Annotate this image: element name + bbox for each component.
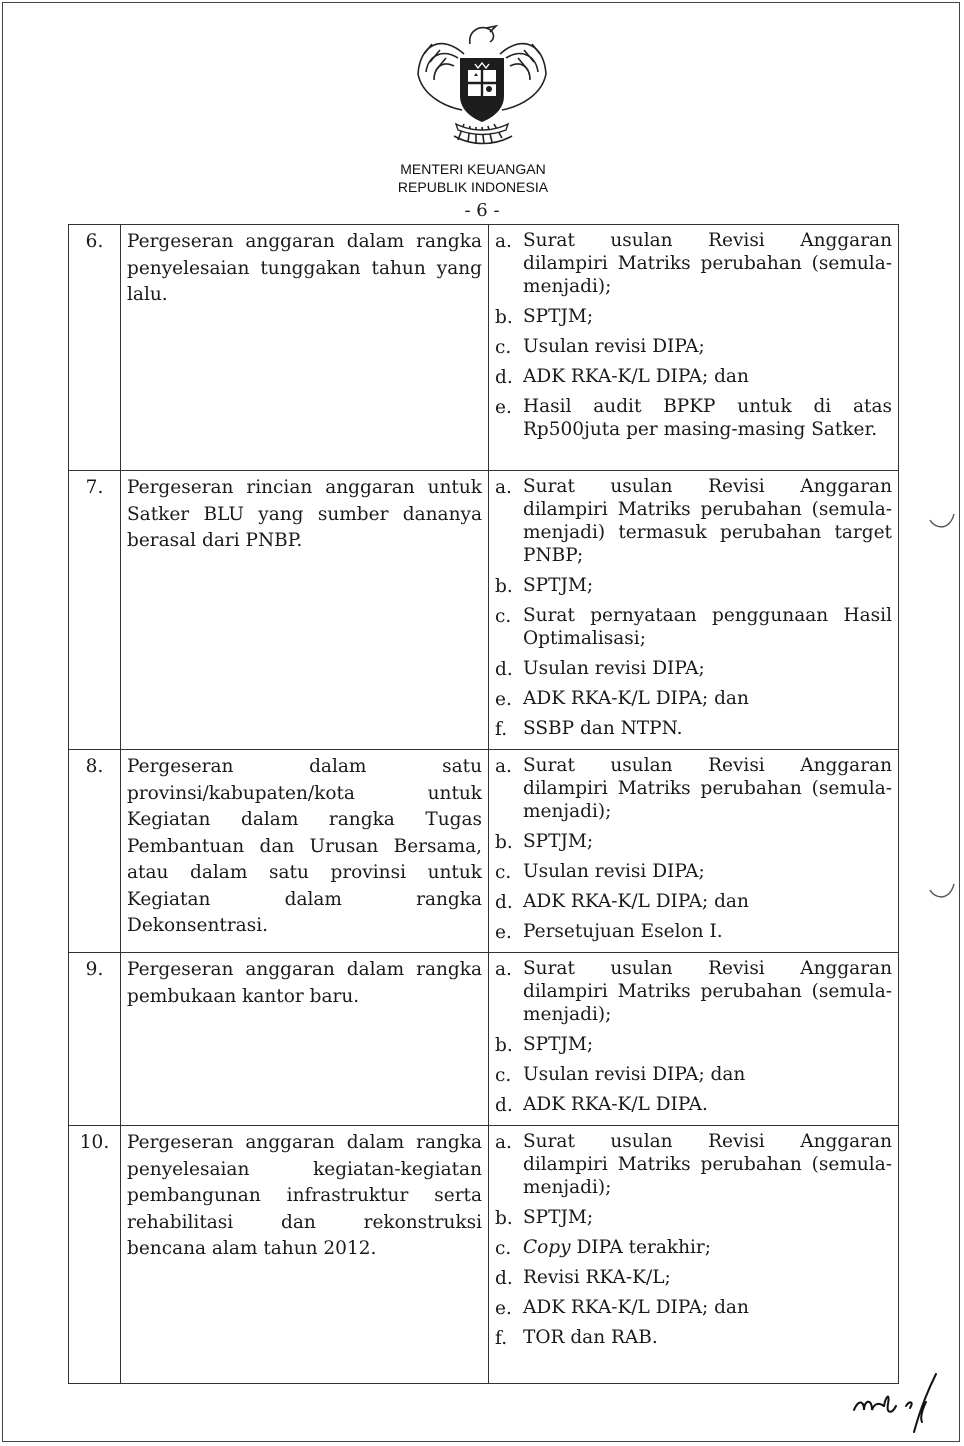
row-description: Pergeseran anggaran dalam rangka pembukaan kantor baru. [127,959,482,1007]
requirements-table [68,224,899,1384]
ministry-title: MENTERI KEUANGAN [400,161,546,177]
list-item-letter: f. [495,1328,508,1349]
row-number: 9. [69,953,121,1126]
list-item-text-rest: DIPA terakhir; [570,1237,711,1258]
list-item [495,1206,892,1236]
row-number: 8. [69,750,121,953]
list-item-text: Surat usulan Revisi Anggaran dilampiri Matriks perubahan (semula-menjadi); [523,755,892,822]
list-item-letter: c. [495,606,512,627]
list-item-letter: b. [495,307,513,328]
list-item-letter: f. [495,719,508,740]
requirements-cell [489,225,899,471]
list-item-text: ADK RKA-K/L DIPA; dan [523,1297,749,1318]
list-item-text: Surat usulan Revisi Anggaran dilampiri Matriks perubahan (semula-menjadi) termasuk perubahan target PNBP; [523,476,892,566]
row-description-cell [121,953,489,1126]
list-item [495,1296,892,1326]
list-item-text: Hasil audit BPKP untuk di atas Rp500juta per masing-masing Satker. [523,396,892,440]
list-item-letter: e. [495,397,512,418]
requirements-cell [489,953,899,1126]
list-item-letter: e. [495,922,512,943]
list-item-letter: d. [495,659,513,680]
list-item [495,920,892,950]
list-item [495,604,892,657]
list-item-letter: b. [495,832,513,853]
list-item-letter: c. [495,337,512,358]
list-item-letter: b. [495,1208,513,1229]
list-item-letter: a. [495,477,512,498]
list-item-letter: c. [495,1065,512,1086]
list-item-text: Usulan revisi DIPA; [523,336,705,357]
table-row [69,750,899,953]
list-item-letter: a. [495,959,512,980]
table-row [69,471,899,750]
list-item-letter: c. [495,1238,512,1259]
row-description-cell [121,1126,489,1384]
list-item [495,1130,892,1206]
row-number: 10. [69,1126,121,1384]
list-item [495,1063,892,1093]
list-item-text: Usulan revisi DIPA; [523,861,705,882]
list-item-text: SPTJM; [523,1207,594,1228]
list-item [495,1093,892,1123]
list-item-letter: d. [495,1095,513,1116]
list-item-letter: b. [495,1035,513,1056]
list-item-letter: e. [495,1298,512,1319]
list-item-letter: e. [495,689,512,710]
list-item-text: Usulan revisi DIPA; dan [523,1064,746,1085]
list-item-letter: d. [495,1268,513,1289]
list-item [495,754,892,830]
table-row [69,1126,899,1384]
list-item-text: Surat usulan Revisi Anggaran dilampiri Matriks perubahan (semula-menjadi); [523,230,892,297]
list-item-letter: b. [495,576,513,597]
list-item [495,1033,892,1063]
list-item [495,687,892,717]
republic-title: REPUBLIK INDONESIA [397,179,549,195]
scan-mark-icon [928,510,958,532]
list-item-text: SPTJM; [523,831,594,852]
list-item [495,860,892,890]
list-item-text: SSBP dan NTPN. [523,718,683,739]
requirements-cell [489,750,899,953]
list-item-text: SPTJM; [523,306,594,327]
list-item [495,305,892,335]
list-item-text: Surat usulan Revisi Anggaran dilampiri Matriks perubahan (semula-menjadi); [523,958,892,1025]
list-item-text: SPTJM; [523,575,594,596]
list-item [495,574,892,604]
list-item [495,1266,892,1296]
list-item-text: Surat usulan Revisi Anggaran dilampiri Matriks perubahan (semula-menjadi); [523,1131,892,1198]
row-description: Pergeseran anggaran dalam rangka penyelesaian tunggakan tahun yang lalu. [127,231,482,305]
page-number: - 6 - [464,200,500,221]
row-number: 7. [69,471,121,750]
list-item [495,957,892,1033]
list-item-text: ADK RKA-K/L DIPA; dan [523,891,749,912]
row-description: Pergeseran dalam satu provinsi/kabupaten/kota untuk Kegiatan dalam rangka Tugas Pembantuan dan Urusan Bersama, atau dalam satu provinsi untuk Kegiatan dalam rangka Dekonsentrasi. [127,756,482,936]
list-item-text: Revisi RKA-K/L; [523,1267,671,1288]
list-item [495,657,892,687]
list-item-text: Surat pernyataan penggunaan Hasil Optimalisasi; [523,605,892,649]
list-item [495,365,892,395]
requirements-cell [489,1126,899,1384]
list-item-text: ADK RKA-K/L DIPA; dan [523,688,749,709]
list-item [495,1236,892,1266]
scan-mark-icon [928,880,958,902]
list-item-letter: d. [495,367,513,388]
list-item-text [523,1236,892,1259]
row-description-cell [121,471,489,750]
table-row [69,225,899,471]
list-item-text: SPTJM; [523,1034,594,1055]
list-item [495,890,892,920]
row-description: Pergeseran rincian anggaran untuk Satker BLU yang sumber dananya berasal dari PNBP. [127,477,482,551]
row-description: Pergeseran anggaran dalam rangka penyelesaian kegiatan-kegiatan pembangunan infrastruktur serta rehabilitasi dan rekonstruksi bencana alam tahun 2012. [127,1132,482,1259]
list-item [495,1326,892,1356]
requirements-cell [489,471,899,750]
list-item-letter: d. [495,892,513,913]
list-item [495,229,892,305]
list-item-text: ADK RKA-K/L DIPA; dan [523,366,749,387]
list-item-text: TOR dan RAB. [523,1327,658,1348]
list-item [495,717,892,747]
table-row [69,953,899,1126]
list-item [495,395,892,448]
list-item-letter: a. [495,756,512,777]
list-item-letter: a. [495,1132,512,1153]
list-item-text: Persetujuan Eselon I. [523,921,723,942]
list-item [495,335,892,365]
row-description-cell [121,225,489,471]
handwritten-initials-icon [850,1370,950,1436]
list-item-text: ADK RKA-K/L DIPA. [523,1094,708,1115]
list-item-letter: c. [495,862,512,883]
row-number: 6. [69,225,121,471]
list-item-letter: a. [495,231,512,252]
list-item [495,475,892,574]
list-item-text: Usulan revisi DIPA; [523,658,705,679]
row-description-cell [121,750,489,953]
list-item [495,830,892,860]
garuda-emblem-icon [412,14,552,154]
italic-term: Copy [523,1237,571,1258]
